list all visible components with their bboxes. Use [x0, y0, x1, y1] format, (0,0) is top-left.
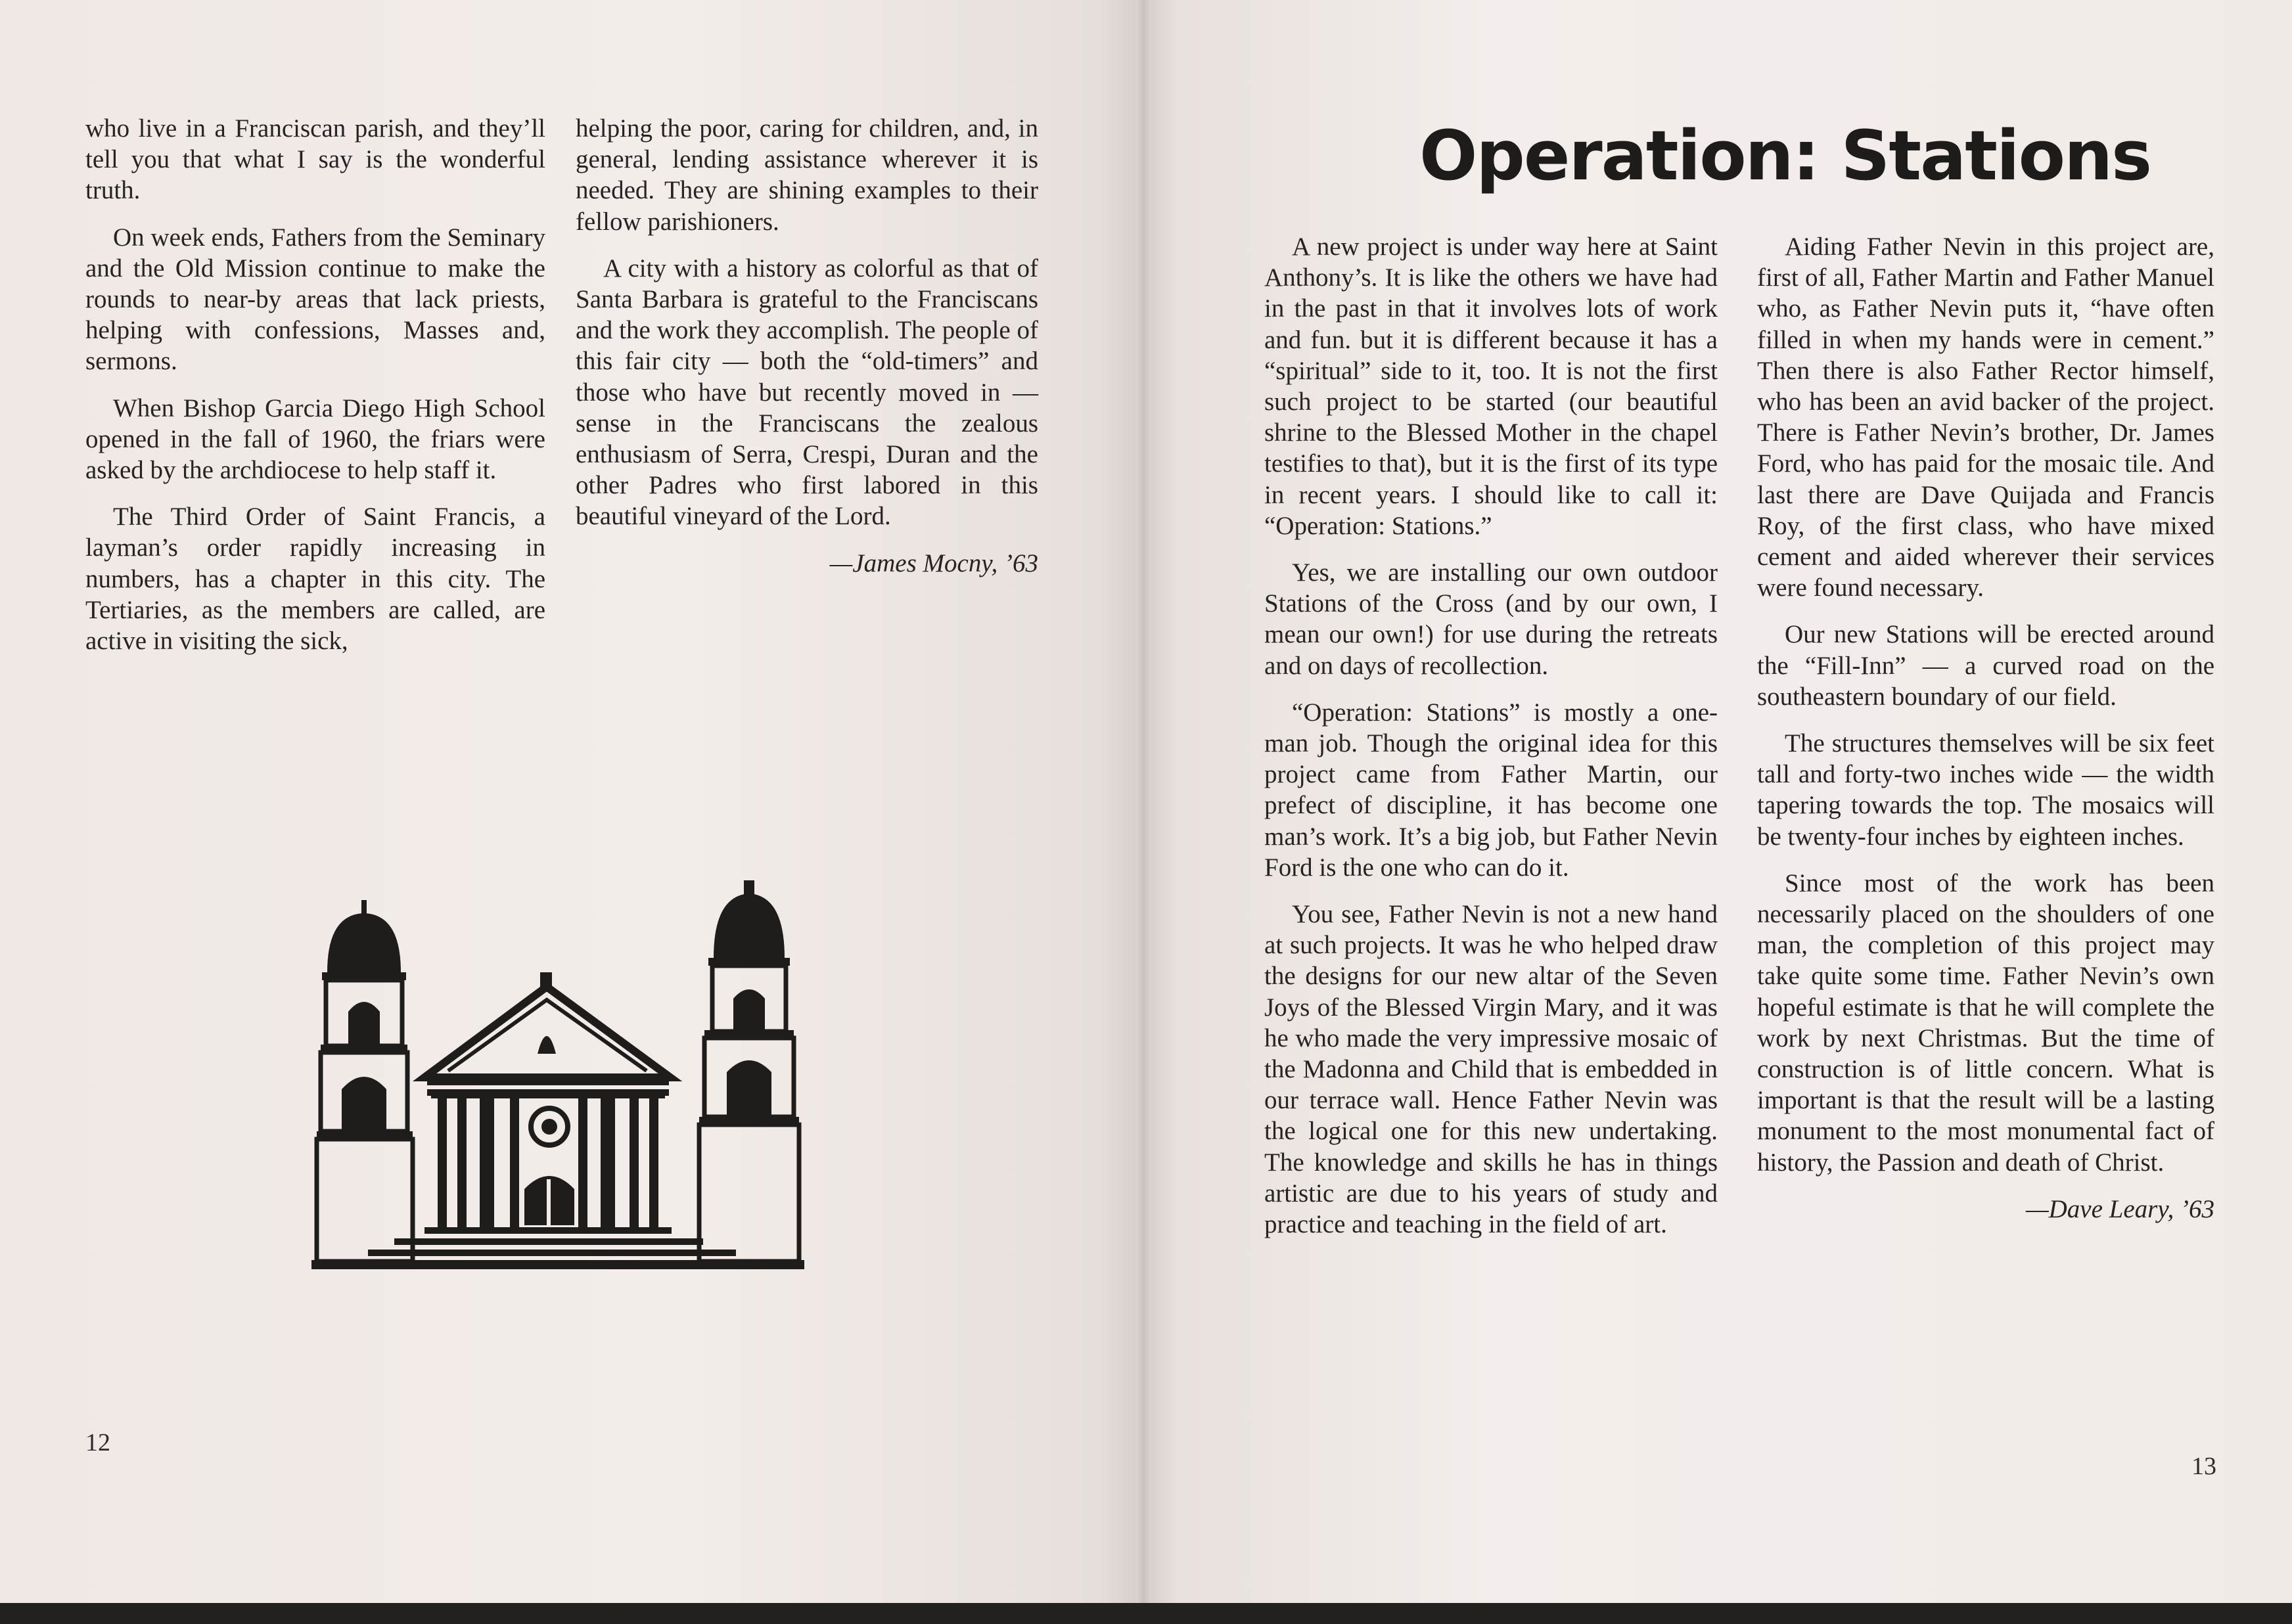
page-number: 13 — [2191, 1453, 2216, 1480]
right-column-2 — [1757, 231, 2214, 1240]
paragraph: When Bishop Garcia Diego High School opened in the fall of 1960, the friars were asked by the archdiocese to help staff it. — [85, 394, 545, 485]
left-column-2 — [576, 113, 1038, 595]
paragraph: who live in a Franciscan parish, and they’ll tell you that what I say is the wonderful truth. — [85, 114, 545, 205]
paragraph: On week ends, Fathers from the Seminary and the Old Mission continue to make the rounds to near-by areas that lack priests, helping with confessions, Masses and, sermons. — [85, 223, 545, 376]
author-signature: —James Mocny, ’63 — [829, 549, 1038, 577]
left-column-1 — [85, 113, 545, 672]
paragraph: The Third Order of Saint Francis, a layman’s order rapidly increasing in numbers, has a chapter in this city. The Tertiaries, as the members are called, are active in visiting the sick, — [85, 503, 545, 656]
paragraph: “Operation: Stations” is mostly a one-man job. Though the original idea for this project came from Father Martin, our prefect of discipline, it has become one man’s work. It’s a big job, but Father Nevin Ford is the one who can do it. — [1264, 698, 1718, 882]
right-page — [1143, 0, 2292, 1603]
paragraph: Our new Stations will be erected around the “Fill-Inn” — a curved road on the southeastern boundary of our field. — [1757, 620, 2214, 711]
binding-gutter — [1135, 0, 1151, 1603]
paragraph: Yes, we are installing our own outdoor Stations of the Cross (and by our own, I mean our own!) for use during the retreats and on days of recollection. — [1264, 558, 1718, 680]
author-signature: —Dave Leary, ’63 — [2025, 1194, 2214, 1223]
paragraph: helping the poor, caring for children, and, in general, lending assistance wherever it is needed. They are shining examples to their fellow parishioners. — [576, 114, 1038, 236]
paragraph: Aiding Father Nevin in this project are, first of all, Father Martin and Father Manuel who, as Father Nevin puts it, “have often filled in when my hands were in cement.” Then there is also Father Rector himself, who has been an avid backer of the project. There is Father Nevin’s brother, Dr. James Ford, who has paid for the mosaic tile. And last there are Dave Quijada and Francis Roy, of the first class, who have mixed cement and aided wherever their services were found necessary. — [1757, 233, 2214, 602]
paragraph: You see, Father Nevin is not a new hand at such projects. It was he who helped draw the designs for our new altar of the Seven Joys of the Blessed Virgin Mary, and it was he who made the very impressive mosaic of the Madonna and Child that is embedded in our terrace wall. Hence Father Nevin was the logical one for this new undertaking. The knowledge and skills he has in things artistic are due to his years of study and practice and teaching in the field of art. — [1264, 900, 1718, 1239]
paragraph: A city with a history as colorful as that of Santa Barbara is grateful to the Franciscans and the work they accomplish. The people of this fair city — both the “old-timers” and those who have but recently moved in — sense in the Franciscans the zealous enthusiasm of Serra, Crespi, Duran and the other Padres who first labored in this beautiful vineyard of the Lord. — [576, 254, 1038, 531]
article-title: Operation: Stations — [1419, 116, 2151, 196]
paragraph: A new project is under way here at Saint Anthony’s. It is like the others we have had in the past in that it involves lots of work and fun. but it is different because it has a “spiritual” side to it, too. It is not the first such project to be started (our beautiful shrine to the Blessed Mother in the chapel testifies to that), but it is the first of its type in recent years. I should like to call it: “Operation: Stations.” — [1264, 233, 1718, 540]
paragraph: Since most of the work has been necessarily placed on the shoulders of one man, the completion of this project may take quite some time. Father Nevin’s own hopeful estimate is that he will complete the work by next Christmas. But the time of construction is of little concern. What is important is that the result will be a lasting monument to the most monumental fact of history, the Passion and death of Christ. — [1757, 868, 2214, 1177]
page-number: 12 — [85, 1429, 110, 1456]
left-page — [0, 0, 1143, 1603]
scan-edge — [0, 1603, 2292, 1624]
right-column-1 — [1264, 231, 1718, 1255]
paragraph: The structures themselves will be six feet tall and forty-two inches wide — the width tapering towards the top. The mosaics will be twenty-four inches by eighteen inches. — [1757, 729, 2214, 851]
mission-church-woodcut-icon — [302, 880, 808, 1288]
